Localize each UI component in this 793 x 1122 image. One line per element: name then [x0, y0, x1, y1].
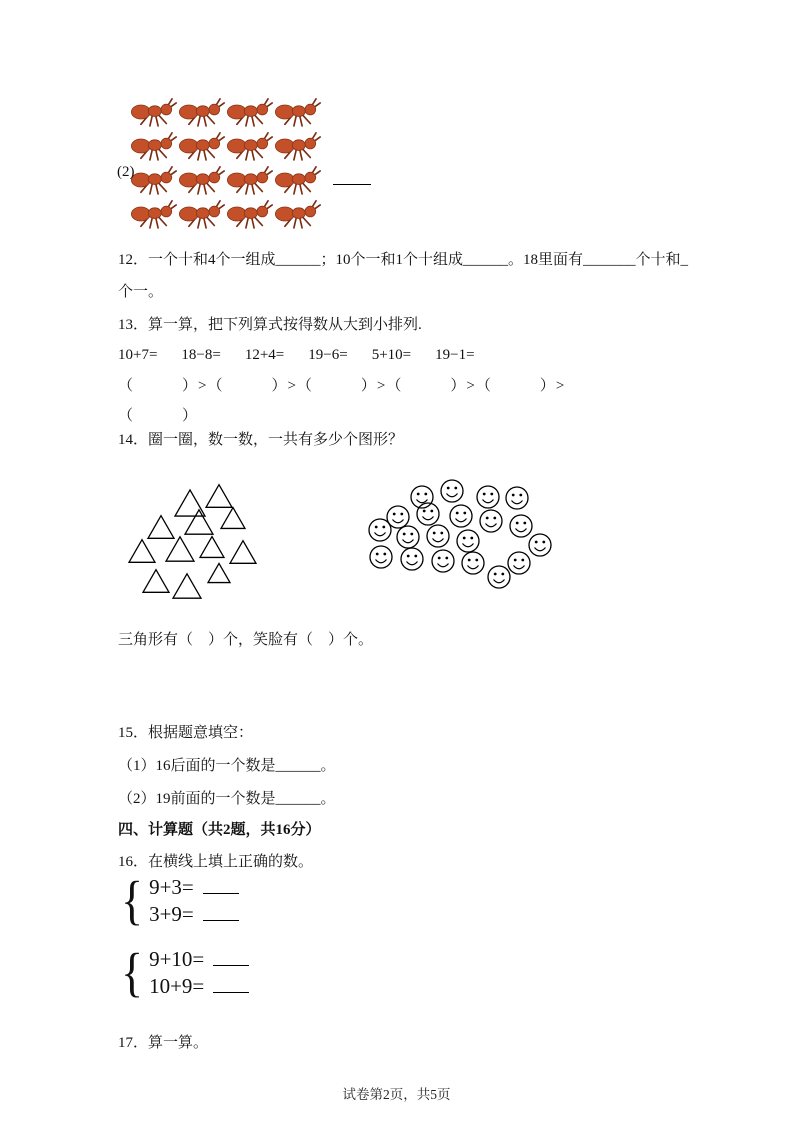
triangle-shape: [173, 574, 201, 598]
q15-title: 15．根据题意填空：: [118, 725, 254, 741]
ant-row: [131, 198, 323, 230]
ant: [227, 198, 273, 230]
ant-icon: [179, 96, 225, 128]
expression: 5+10=: [371, 347, 412, 363]
ant: [179, 198, 225, 230]
equation-row: [149, 901, 239, 928]
smiley-face: [427, 525, 449, 547]
triangle-shape: [166, 537, 194, 561]
ant-icon: [275, 164, 321, 196]
q15-item2: （2）19前面的一个数是______。: [118, 791, 336, 807]
ant: [179, 130, 225, 162]
equation-text: 9+3=: [149, 875, 194, 899]
q16-title: 16．在横线上填上正确的数。: [118, 854, 314, 870]
smiley-face: [450, 505, 472, 527]
smiley-face: [506, 487, 528, 509]
ant-icon: [227, 130, 273, 162]
expression: 19−1=: [435, 347, 475, 363]
expression: 12+4=: [244, 347, 285, 363]
ant: [131, 130, 177, 162]
equation-row: [149, 946, 249, 973]
ant-answer-blank-line: [333, 184, 371, 185]
smiley-face: [401, 548, 423, 570]
equation-text: 10+9=: [149, 974, 205, 998]
page-footer: 试卷第2页，共5页: [342, 1087, 451, 1102]
equation-row: [149, 973, 249, 1000]
ant-icon: [275, 198, 321, 230]
q16-equation-group-1: [121, 870, 239, 931]
q12-line1: 12．一个十和4个一组成______；10个一和1个十组成______。18里面有_______个十和_: [118, 252, 689, 268]
ant: [275, 130, 321, 162]
ant: [131, 198, 177, 230]
triangle-shape: [143, 570, 169, 593]
left-brace-icon: {: [121, 870, 144, 931]
ant-row: [131, 164, 323, 196]
triangle-shape: [206, 485, 232, 508]
ant: [275, 96, 321, 128]
smiley-face: [369, 519, 391, 541]
q13-title: 13．算一算，把下列算式按得数从大到小排列.: [118, 317, 422, 333]
ant: [179, 96, 225, 128]
ant: [227, 130, 273, 162]
triangle-shape: [230, 541, 256, 564]
triangle-shape: [200, 537, 224, 558]
smiley-face: [529, 534, 551, 556]
expression: 19−6=: [308, 347, 348, 363]
ant: [131, 164, 177, 196]
ant-icon: [179, 198, 225, 230]
ant-icon: [227, 164, 273, 196]
ant-row: [131, 96, 323, 128]
smiley-face: [510, 515, 532, 537]
smiley-face: [441, 480, 463, 502]
ant-icon: [179, 164, 225, 196]
smiley-face: [397, 526, 419, 548]
subitem-label: (2): [117, 164, 135, 180]
triangle-shape: [208, 563, 230, 582]
ant-icon: [131, 198, 177, 230]
ant-icon: [131, 164, 177, 196]
left-brace-icon: {: [121, 942, 144, 1003]
q15-item1: （1）16后面的一个数是______。: [118, 758, 336, 774]
section-four-header: 四、计算题（共2题，共16分）: [118, 822, 321, 838]
ant: [275, 198, 321, 230]
ant-figure: [131, 96, 323, 232]
answer-blank: [203, 874, 239, 894]
smiley-face: [480, 510, 502, 532]
q13-expression-row: [118, 345, 499, 367]
triangle-shape: [148, 516, 174, 539]
answer-blank: [213, 973, 249, 993]
ant-icon: [227, 96, 273, 128]
q12-line2: 个一。: [118, 284, 164, 300]
q14-answer-line: 三角形有（ ）个，笑脸有（ ）个。: [118, 632, 374, 648]
triangle-shape: [221, 508, 245, 529]
smiley-face: [370, 546, 392, 568]
ant: [275, 164, 321, 196]
q14-title: 14．圈一圈，数一数，一共有多少个图形？: [118, 432, 404, 448]
triangle-shape: [185, 510, 213, 534]
smiley-face: [488, 566, 510, 588]
smiley-face: [508, 552, 530, 574]
q13-ordering-line2: （ ）: [118, 408, 199, 424]
equation-row: [149, 874, 239, 901]
triangle-shape: [129, 540, 155, 563]
equation-text: 9+10=: [149, 947, 205, 971]
q17-title: 17．算一算。: [118, 1035, 209, 1051]
smiley-face: [432, 550, 454, 572]
ant-icon: [227, 198, 273, 230]
ant-row: [131, 130, 323, 162]
equation-text: 3+9=: [149, 902, 194, 926]
ant: [227, 164, 273, 196]
expression: 18−8=: [181, 347, 221, 363]
equation-list-2: [149, 946, 249, 1000]
answer-blank: [203, 901, 239, 921]
ant: [179, 164, 225, 196]
equation-list-1: [149, 874, 239, 928]
shapes-figure: [118, 468, 588, 613]
ant-icon: [275, 96, 321, 128]
ant-icon: [131, 96, 177, 128]
ant-icon: [131, 130, 177, 162]
q13-ordering-line1: （ ）>（ ）>（ ）>（ ）>（ ）>: [118, 378, 566, 394]
smiley-face: [477, 486, 499, 508]
smiley-face: [462, 552, 484, 574]
ant-icon: [179, 130, 225, 162]
expression: 10+7=: [118, 347, 158, 363]
answer-blank: [213, 946, 249, 966]
ant: [131, 96, 177, 128]
ant-icon: [275, 130, 321, 162]
ant: [227, 96, 273, 128]
q16-equation-group-2: [121, 942, 249, 1003]
smiley-face: [457, 530, 479, 552]
